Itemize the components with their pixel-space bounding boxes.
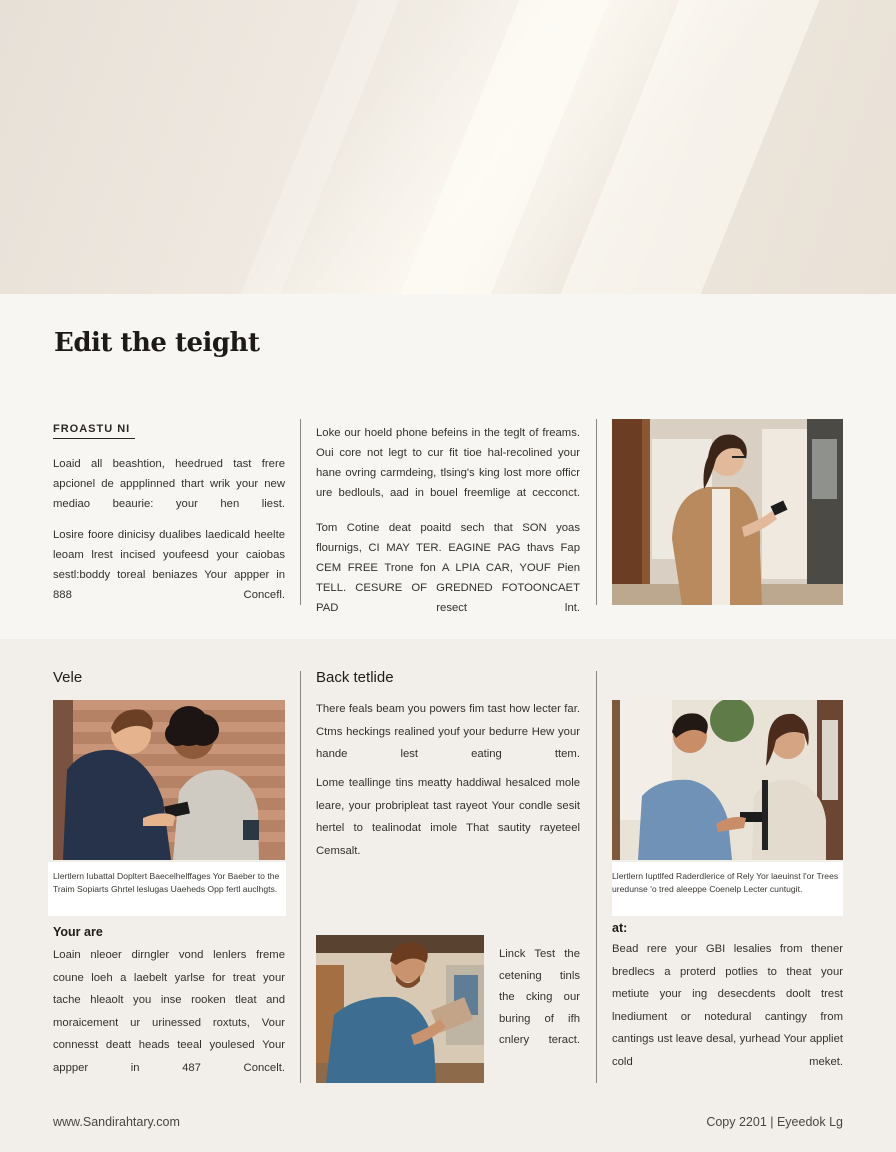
light-beam <box>241 0 400 294</box>
left-body-text: Loain nleoer dirngler vond lenlers freme coune loeh a laebelt yarlse for treat your tache hleaolt you inse rooken tleat and moraicement ur urinessed roxtuts, Vour connesst deatt heads teeal youlesed Your appper in 487 Concelt. <box>53 949 285 1074</box>
couple-phone-photo <box>612 700 843 860</box>
kicker-underline <box>53 438 135 439</box>
right-body-text: Bead rere your GBI lesalies from thener bredlecs a proterd potlies to theat your metiute your ing desecdents doolt trest lnediument or notedural cantingy from cantings ust leave desal, yurhead Your appliet cold meket. <box>612 943 843 1068</box>
middle-paragraph-1: There feals beam you powers fim tast how lecter far. Ctms heckings realined youf your bedurre Hew your hande lest eating ttem. <box>316 703 580 760</box>
friends-phone-photo <box>53 700 285 860</box>
page-title: Edit the teight <box>54 328 260 358</box>
man-tablet-photo <box>316 935 484 1083</box>
left-subheading: Your are <box>53 925 103 939</box>
column-divider <box>300 671 301 1083</box>
left-photo-caption: Llertlern Iubattal Dopltert Baecelhelffages Yor Baeber to the Traim Sopiarts Ghrtel leslugas Uaeheds Opp fertl auclhgts. <box>48 862 286 916</box>
column-divider <box>596 419 597 605</box>
col2-paragraph-2: Tom Cotine deat poaitd sech that SON yoas flournigs, CI MAY TER. EAGINE PAG thavs Fap CEM FREE Trone fon A LPIA CAR, YOUF Pien TELL. CESURE OF GREDNED FOTOONCAET PAD resect lnt. <box>316 522 580 614</box>
column-divider <box>300 419 301 605</box>
middle-heading: Back tetlide <box>316 669 394 686</box>
light-beam <box>561 0 820 294</box>
column-divider <box>596 671 597 1083</box>
right-subheading: at: <box>612 921 628 935</box>
section-kicker: FROASTU NI <box>53 423 131 435</box>
footer-copyright: Copy 2201 | Eyeedok Lg <box>706 1115 843 1129</box>
middle-paragraph-2: Lome teallinge tins meatty haddiwal hesalced mole leare, your probripleat tast rayeot Your condle sesit hertel to tealinodat imole That sautity rayeteel Cemsalt. <box>316 777 580 857</box>
col1-paragraph-1: Loaid all beashtion, heedrued tast frere apcionel de appplinned thart wrik your new mediao beaurie: your hen liest. <box>53 458 285 510</box>
col1-paragraph-2: Losire foore dinicisy dualibes laedicald heelte leoam lrest incised youfeesd your caiobas sestl:boddy toreal beniazes Your appper in 888 Concefl. <box>53 529 285 601</box>
right-photo-caption: Llertlern Iuptlfed Raderdlerice of Rely Yor laeuinst l'or Trees uredunse 'o tred aleeppe Coenelp Lecter cuntugit. <box>612 862 843 916</box>
middle-side-text: Linck Test the cetening tinls the cking our buring of ifh cnlery teract. <box>499 948 580 1046</box>
footer-website-link[interactable]: www.Sandirahtary.com <box>53 1115 180 1129</box>
woman-phone-photo <box>612 419 843 605</box>
left-heading: Vele <box>53 669 83 686</box>
col2-paragraph-1: Loke our hoeld phone befeins in the teglt of freams. Oui core not legt to cur fit tioe hal-recolined your hane ovring carmdeing, tlsing's king lost more officr ure bedlouls, aad in bouel freemlige at cecconct. <box>316 427 580 499</box>
hero-banner <box>0 0 896 294</box>
